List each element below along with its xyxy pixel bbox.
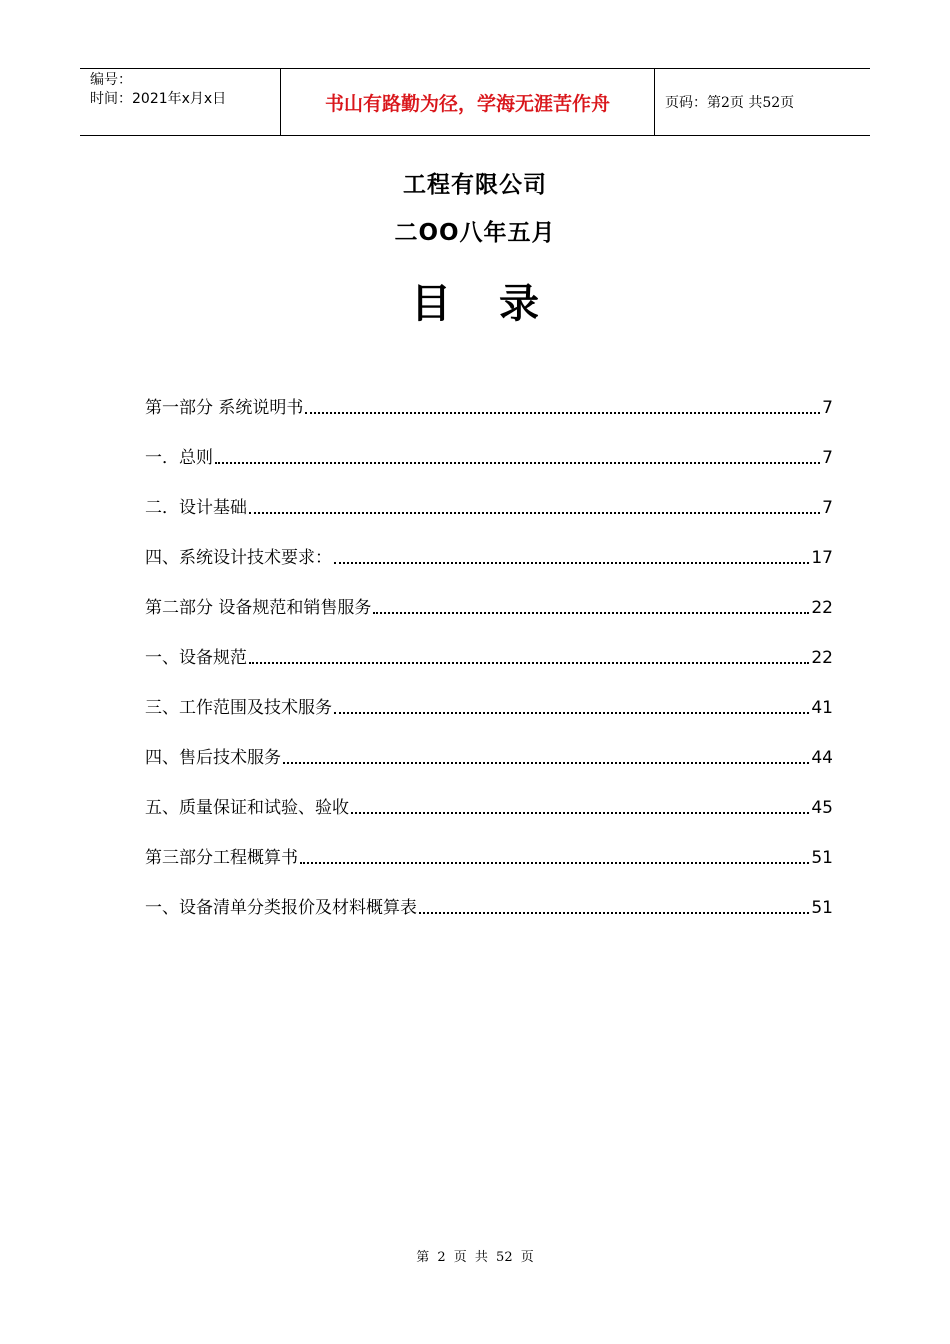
toc-entry[interactable] [145,770,833,820]
toc-entry[interactable] [145,870,833,920]
toc-entry[interactable] [145,720,833,770]
toc-entry-label: 第一部分 系统说明书 [145,398,304,418]
serial-number-label: 编号： [90,72,132,88]
toc-leader-dots [351,811,809,814]
toc-entry-page: 7 [822,448,833,468]
toc-entry-page: 17 [811,548,833,568]
toc-entry[interactable] [145,520,833,570]
toc-entry-page: 44 [811,748,833,768]
toc-entry-label: 二．设计基础 [145,498,247,518]
toc-leader-dots [334,711,809,714]
toc-entry-label: 一．总则 [145,448,213,468]
toc-entry-page: 7 [822,398,833,418]
toc-entry-page: 22 [811,648,833,668]
toc-leader-dots [249,661,809,664]
toc-entry-page: 51 [811,898,833,918]
toc-title [0,272,950,329]
toc-title-char-1: 目 [411,281,451,327]
toc-entry[interactable] [145,670,833,720]
time-label: 时间：2021年x月x日 [90,91,227,107]
toc-leader-dots [373,611,809,614]
toc-entry[interactable] [145,370,833,420]
toc-entry-page: 41 [811,698,833,718]
toc-entry-label: 五、质量保证和试验、验收 [145,798,349,818]
toc-entry[interactable] [145,420,833,470]
toc-leader-dots [215,461,820,464]
toc-leader-dots [300,861,809,864]
toc-leader-dots [283,761,809,764]
toc-entry[interactable] [145,820,833,870]
header-motto: 书山有路勤为径，学海无涯苦作舟 [281,69,655,135]
toc-entry-page: 45 [811,798,833,818]
toc-entry-page: 7 [822,498,833,518]
toc-entry-label: 四、系统设计技术要求： [145,548,332,568]
toc-leader-dots [249,511,820,514]
toc-entry-label: 四、售后技术服务 [145,748,281,768]
toc-leader-dots [305,411,820,414]
toc-leader-dots [334,561,809,564]
page-footer: 第 2 页 共 52 页 [416,1250,534,1265]
toc-entry-page: 22 [811,598,833,618]
toc-leader-dots [419,911,809,914]
toc-entry[interactable] [145,620,833,670]
toc-entry-page: 51 [811,848,833,868]
toc-entry[interactable] [145,570,833,620]
table-of-contents [145,370,833,920]
document-header [80,68,870,136]
toc-entry-label: 三、工作范围及技术服务 [145,698,332,718]
document-date: 二OO八年五月 [394,220,556,246]
header-page-info: 页码：第2页 共52页 [665,95,795,111]
toc-entry-label: 一、设备清单分类报价及材料概算表 [145,898,417,918]
company-name: 工程有限公司 [403,172,547,198]
toc-entry-label: 第二部分 设备规范和销售服务 [145,598,372,618]
toc-entry-label: 第三部分工程概算书 [145,848,298,868]
header-meta [80,69,281,135]
toc-entry-label: 一、设备规范 [145,648,247,668]
toc-entry[interactable] [145,470,833,520]
toc-title-char-2: 录 [499,281,539,327]
